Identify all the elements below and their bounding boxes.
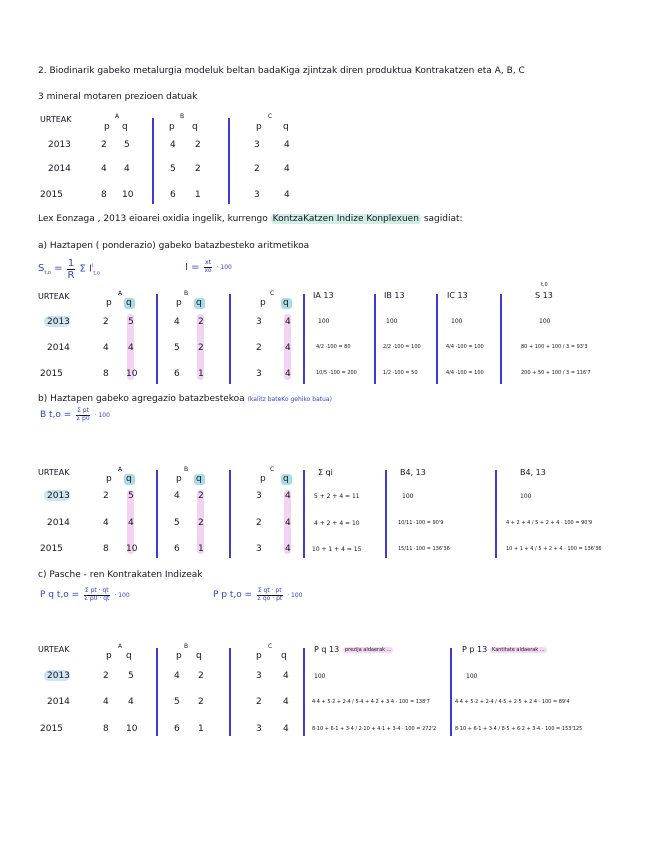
IC-value: 4/4 ·100 = 100 [446,344,484,350]
year-label: 2014 [47,518,70,528]
cell-qC: 4 [285,343,291,353]
problem-line-1: 2. Biodinarik gabeko metalurgia modeluk beltan badaKiga zjintzak diren produktua Kontrakatzen eta A, B, C [38,66,525,76]
cell-pC: 3 [256,369,262,379]
problem-line-2: 3 mineral motaren prezioen datuak [38,92,198,102]
IA-value: 10/5 ·100 = 200 [316,370,357,376]
header-C: C [270,466,275,473]
cell-qA: 10 [126,544,138,554]
col-header-S-sup: t,0 [541,282,548,288]
header-q: q [196,474,202,484]
cell-pA: 8 [101,190,107,200]
year-label: 2013 [47,317,70,327]
cell-pA: 4 [103,343,109,353]
cell-qB: 2 [195,164,201,174]
cell-qC: 4 [283,724,289,734]
cell-qB: 2 [198,518,204,528]
cell-pB: 6 [174,369,180,379]
header-p: p [106,474,112,484]
cell-qB: 1 [198,724,204,734]
header-B: B [184,290,189,297]
cell-qC: 4 [285,369,291,379]
cell-qB: 1 [198,544,204,554]
col-header-sum: Σ qi [318,468,333,477]
cell-qB: 2 [198,671,204,681]
cell-qC: 4 [284,190,290,200]
year-label: 2014 [47,697,70,707]
header-q: q [281,651,287,661]
B1-value: 100 [402,493,414,500]
cell-pB: 4 [174,671,180,681]
years-header: URTEAK [40,115,72,124]
col-note-1: prezija aldaerak ... [345,647,392,653]
header-q: q [196,298,202,308]
year-label: 2015 [40,724,63,734]
header-A: A [115,113,120,120]
sum-value: 5 + 2 + 4 = 11 [314,493,360,500]
cell-pB: 6 [170,190,176,200]
cell-pC: 3 [256,317,262,327]
header-q: q [122,122,128,132]
header-p: p [169,122,175,132]
formula-simple-average: $S_{t,o}$ = $\frac{1}{R}$ Σ $I^i_{t,o}$ [38,258,100,281]
formula-paasche-q: P q t,o = $\frac{\text{Σ pt · qt}}{\text{Σ p0 · qt}}$ · 100 [40,587,130,602]
col-header-B2: B4, 13 [520,468,546,477]
cell-pB: 4 [174,317,180,327]
cell-pA: 8 [103,724,109,734]
cell-qB: 2 [198,317,204,327]
cell-pC: 2 [256,697,262,707]
cell-pB: 5 [174,697,180,707]
header-p: p [176,651,182,661]
Pq-value: 8·10 + 6·1 + 3·4 / 2·10 + 4·1 + 3·4 · 100 = 272'2 [312,726,437,732]
cell-qA: 5 [128,491,134,501]
cell-qA: 4 [128,697,134,707]
cell-qA: 5 [128,671,134,681]
cell-pB: 6 [174,724,180,734]
col-header-Pq: P q 13 [314,645,340,654]
sum-value: 10 + 1 + 4 = 15 [312,546,362,553]
intro-text: Lex Eonzaga , 2013 eioarei oxidia ingelik, kurrengo KontzaKatzen Indize Konplexuen sagidiat: [38,214,463,224]
col-note-2: Kantitate aldaerak ... [492,647,545,653]
Pq-value: 100 [314,673,326,680]
cell-pC: 2 [256,343,262,353]
header-C: C [268,643,273,650]
cell-pC: 3 [256,544,262,554]
col-header-IC: IC 13 [447,291,468,300]
year-label: 2015 [40,190,63,200]
header-p: p [256,122,262,132]
section-a-title: a) Haztapen ( ponderazio) gabeko batazbesteko aritmetikoa [38,241,310,251]
cell-pA: 2 [101,140,107,150]
B2-value: 10 + 1 + 4 / 5 + 2 + 4 · 100 = 136'36 [506,546,602,552]
cell-qB: 2 [198,491,204,501]
formula-aggregate: B t,o = $\frac{\text{Σ pt}}{\text{Σ p0}}$ · 100 [40,407,110,422]
year-label: 2015 [40,544,63,554]
year-label: 2015 [40,369,63,379]
cell-pA: 4 [101,164,107,174]
cell-pA: 2 [103,491,109,501]
IB-value: 2/2 ·100 = 100 [383,344,421,350]
cell-qA: 5 [128,317,134,327]
cell-qA: 5 [124,140,130,150]
IC-value: 100 [451,318,463,325]
S-value: 100 [539,318,551,325]
col-header-IB: IB 13 [384,291,405,300]
IA-value: 4/2 ·100 = 80 [316,344,351,350]
cell-pC: 3 [256,491,262,501]
header-B: B [180,113,185,120]
Pp-value: 8·10 + 6·1 + 3·4 / 8·5 + 6·2 + 3·4 · 100 = 153'125 [455,726,583,732]
header-C: C [270,290,275,297]
IB-value: 100 [386,318,398,325]
year-label: 2014 [47,343,70,353]
col-header-B1: B4, 13 [400,468,426,477]
header-q: q [283,122,289,132]
cell-qC: 4 [283,697,289,707]
B1-value: 15/11 ·100 = 136'36 [398,546,450,552]
header-A: A [118,643,123,650]
Pp-value: 100 [466,673,478,680]
S-value: 200 + 50 + 100 / 3 = 116'7 [521,370,591,376]
cell-pB: 4 [170,140,176,150]
IC-value: 4/4 ·100 = 100 [446,370,484,376]
cell-qB: 1 [195,190,201,200]
header-p: p [106,298,112,308]
B2-value: 4 + 2 + 4 / 5 + 2 + 4 · 100 = 90'9 [506,520,593,526]
sum-value: 4 + 2 + 4 = 10 [314,520,360,527]
cell-qA: 10 [122,190,134,200]
header-q: q [126,651,132,661]
B1-value: 10/11 ·100 = 90'9 [398,520,444,526]
Pp-value: 4·4 + 5·2 + 2·4 / 4·5 + 2·5 + 2·4 · 100 = 89'4 [455,699,570,705]
cell-qB: 2 [198,697,204,707]
col-header-Pp: P p 13 [462,645,488,654]
cell-pC: 2 [254,164,260,174]
cell-qB: 1 [198,369,204,379]
header-q: q [196,651,202,661]
year-label: 2013 [48,140,71,150]
header-q: q [126,298,132,308]
header-C: C [268,113,273,120]
cell-pB: 4 [174,491,180,501]
header-p: p [260,298,266,308]
S-value: 80 + 100 + 100 / 3 = 93'3 [521,344,588,350]
cell-qC: 4 [285,317,291,327]
formula-index: I = $\frac{xt}{xo}$ · 100 [185,259,232,274]
B2-value: 100 [520,493,532,500]
cell-pC: 3 [256,671,262,681]
cell-qC: 4 [283,671,289,681]
cell-pA: 8 [103,369,109,379]
header-q: q [283,298,289,308]
IB-value: 1/2 ·100 = 50 [383,370,418,376]
cell-pC: 3 [256,724,262,734]
cell-pA: 4 [103,518,109,528]
header-A: A [118,466,123,473]
IA-value: 100 [318,318,330,325]
cell-qA: 4 [128,518,134,528]
section-c-title: c) Pasche - ren Kontrakaten Indizeak [38,570,203,580]
cell-pB: 5 [170,164,176,174]
cell-qC: 4 [285,491,291,501]
cell-pA: 4 [103,697,109,707]
cell-pB: 5 [174,343,180,353]
section-b-title: b) Haztapen gabeko agregazio batazbestekoa (kalitz bateKo gehiko batua) [38,394,332,404]
cell-qB: 2 [198,343,204,353]
years-header: URTEAK [38,645,70,654]
header-p: p [176,474,182,484]
formula-paasche-p: P p t,o = $\frac{\text{Σ qt · pt}}{\text{Σ qo · pt}}$ · 100 [213,587,303,602]
cell-qC: 4 [285,544,291,554]
year-label: 2013 [47,491,70,501]
header-p: p [104,122,110,132]
header-B: B [184,466,189,473]
cell-pB: 6 [174,544,180,554]
Pq-value: 4·4 + 5·2 + 2·4 / 5·4 + 4·2 + 3·4 · 100 = 138'7 [312,699,430,705]
cell-pC: 3 [254,190,260,200]
cell-pA: 2 [103,317,109,327]
cell-pC: 2 [256,518,262,528]
cell-qB: 2 [195,140,201,150]
cell-qA: 4 [128,343,134,353]
year-label: 2014 [48,164,71,174]
col-header-S: S 13 [535,291,553,300]
header-A: A [118,290,123,297]
cell-qC: 4 [284,164,290,174]
cell-qA: 4 [124,164,130,174]
cell-qA: 10 [126,724,138,734]
years-header: URTEAK [38,468,70,477]
header-p: p [256,651,262,661]
cell-pA: 8 [103,544,109,554]
cell-pB: 5 [174,518,180,528]
header-p: p [176,298,182,308]
highlighted-phrase: KontzaKatzen Indize Konplexuen [272,214,419,224]
cell-qA: 10 [126,369,138,379]
cell-pA: 2 [103,671,109,681]
header-B: B [184,643,189,650]
header-q: q [283,474,289,484]
header-p: p [260,474,266,484]
years-header: URTEAK [38,292,70,301]
cell-pC: 3 [254,140,260,150]
col-header-IA: IA 13 [313,291,334,300]
cell-qC: 4 [285,518,291,528]
header-q: q [192,122,198,132]
year-label: 2013 [47,671,70,681]
header-p: p [106,651,112,661]
cell-qC: 4 [284,140,290,150]
header-q: q [126,474,132,484]
